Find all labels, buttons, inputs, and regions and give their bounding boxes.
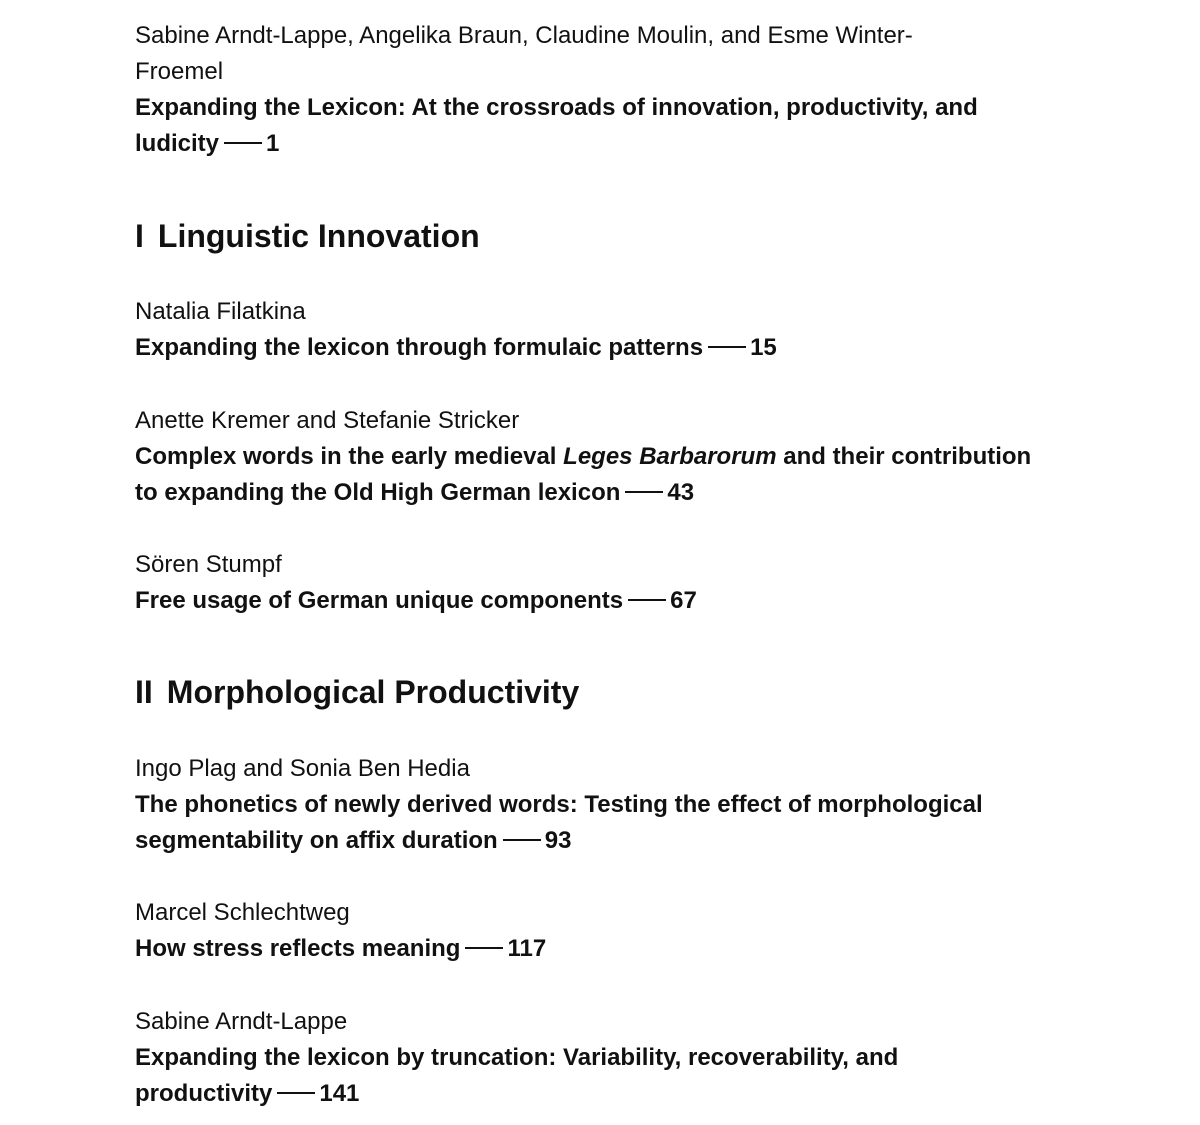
entry-title[interactable]	[135, 583, 1135, 619]
entry-title-line2: ludicity	[135, 130, 220, 157]
entry-title-line2: productivity	[135, 1080, 273, 1107]
entry-title-pre: Complex words in the early medieval	[135, 443, 564, 470]
entry-title-line1: Expanding the lexicon by truncation: Variability, recoverability, and	[135, 1044, 899, 1071]
entry-authors: Natalia Filatkina	[135, 298, 306, 325]
toc-entry-intro	[135, 18, 1135, 162]
entry-title[interactable]	[135, 1040, 1135, 1112]
leader-dash	[625, 491, 663, 493]
leader-dash	[628, 599, 666, 601]
toc-entry	[135, 895, 1135, 967]
entry-title-italic: Leges Barbarorum	[563, 443, 777, 470]
toc-entry	[135, 403, 1135, 511]
section-title: Morphological Productivity	[166, 674, 580, 710]
page-number: 141	[319, 1080, 360, 1107]
toc-entry	[135, 751, 1135, 859]
entry-authors: Sabine Arndt-Lappe	[135, 1008, 348, 1035]
entry-title[interactable]	[135, 439, 1135, 511]
entry-title-line1: Expanding the Lexicon: At the crossroads of innovation, productivity, and	[135, 94, 978, 121]
toc-entry	[135, 1004, 1135, 1112]
entry-authors: Anette Kremer and Stefanie Stricker	[135, 407, 520, 434]
entry-title-line1: The phonetics of newly derived words: Testing the effect of morphological	[135, 791, 983, 818]
section-heading-2	[135, 670, 1135, 714]
entry-title[interactable]	[135, 90, 1135, 162]
section-numeral: I	[135, 218, 144, 254]
section-heading-1	[135, 214, 1135, 258]
entry-title[interactable]	[135, 330, 1135, 366]
page-number: 93	[544, 827, 572, 854]
leader-dash	[708, 346, 746, 348]
page-number: 67	[670, 587, 697, 614]
section-title: Linguistic Innovation	[157, 218, 480, 254]
entry-authors: Marcel Schlechtweg	[135, 899, 350, 926]
entry-title-line1: How stress reflects meaning	[135, 935, 461, 962]
entry-title[interactable]	[135, 931, 1135, 967]
entry-title-line2: to expanding the Old High German lexicon	[135, 479, 621, 506]
page-number: 117	[507, 935, 547, 962]
entry-authors: Ingo Plag and Sonia Ben Hedia	[135, 755, 470, 782]
entry-title[interactable]	[135, 787, 1135, 859]
page-number: 1	[266, 130, 280, 157]
leader-dash	[465, 947, 503, 949]
entry-authors: Sören Stumpf	[135, 551, 282, 578]
leader-dash	[277, 1092, 315, 1094]
toc-entry	[135, 294, 1135, 366]
entry-title-line2: segmentability on affix duration	[135, 827, 498, 854]
page-number: 15	[750, 334, 777, 361]
entry-title-post: and their contribution	[776, 443, 1032, 470]
entry-authors	[135, 18, 1135, 90]
entry-authors-line2: Froemel	[135, 58, 224, 85]
leader-dash	[503, 839, 541, 841]
entry-title-line1: Expanding the lexicon through formulaic patterns	[135, 334, 704, 361]
page-number: 43	[667, 479, 695, 506]
entry-title-line1: Free usage of German unique components	[135, 587, 624, 614]
entry-authors-line1: Sabine Arndt-Lappe, Angelika Braun, Claudine Moulin, and Esme Winter-	[135, 22, 913, 49]
toc-entry	[135, 547, 1135, 619]
section-numeral: II	[135, 674, 153, 710]
leader-dash	[224, 142, 262, 144]
